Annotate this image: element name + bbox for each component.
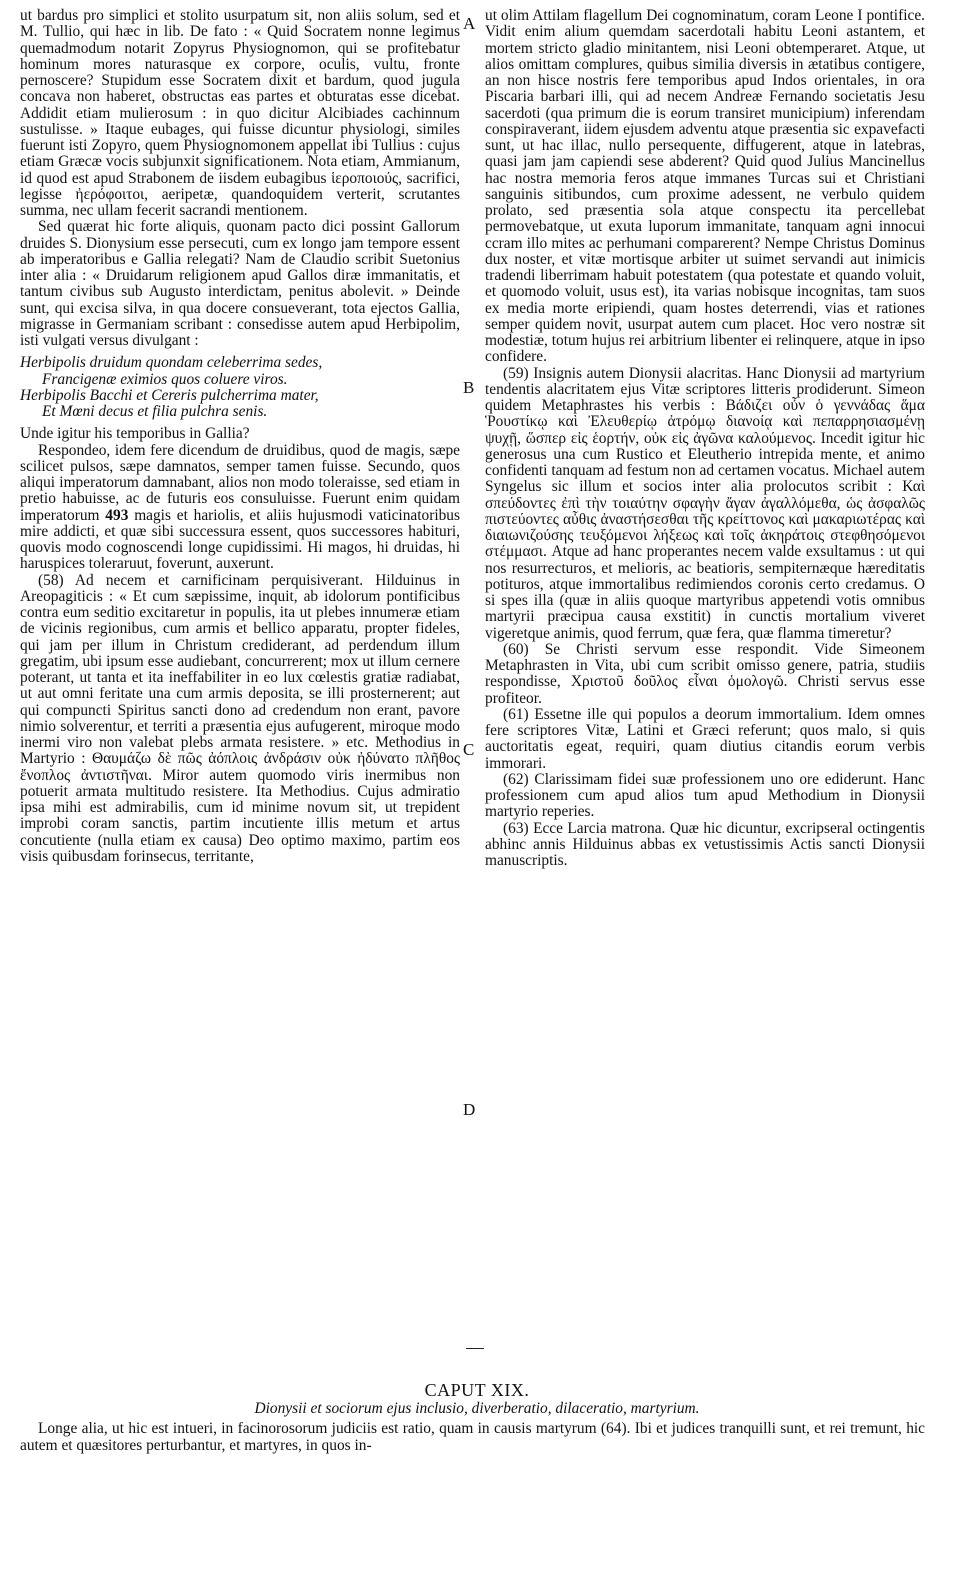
left-paragraph-3: Unde igitur his temporibus in Gallia?	[20, 425, 250, 443]
margin-marker-a: A	[463, 14, 476, 33]
note-59: (59) Insignis autem Dionysii alacritas. Hanc Dionysii ad martyrium tendentis alacritatem ejus Vitæ scriptores litteris prodiderunt. Simeon quidem Metaphrastes his verbis : Βάδιζει οὖν ὁ γεννάδας ἅμα Ῥουστίκῳ καὶ Ἐλευθερίῳ ἀτρόμῳ διανοίᾳ καὶ πεπαρρησιασμένῃ ψυχῇ, ὥσπερ εἰς ἑορτήν, οὐκ εἰς ἀγῶνα καλούμενος. Incedit igitur hic generosus una cum Rustico et Eleutherio intrepida mente, et animo confidenti tanquam ad festum non ad certamen vocatus. Michael autem Syngelus sic illum et socios inter alia prolocutos scribit : Καὶ σπεύδοντες ἐπὶ τὴν τοιαύτην σφαγὴν ἄγαν ἀγαλλόμεθα, ὡς ἀσφαλῶς πιστεύοντες αὖθις ἀναστήσεσθαι τῆς κρείττονος καὶ μακαριωτέρας καὶ διαιωνιζούσης τευξόμενοι λήξεως καὶ τοῖς ἀκηράτοις στεφθησόμενοι στέμμασι. Atque ad hanc properantes necem valde exsultamus : ut qui nos resurrecturos, et melioris, ac beatioris, sempiternæque hæreditatis potituros, atque immortalibus redimiendos coronis certo credamus. O si spes illa (quæ in aliis quoque martyribus appetendi votis omnibus martyrii præcipua causa exstitit) in cunctis mortalium viveret vigeretque animis, quod ferrum, quæ fera, quæ flamma timeretur?	[485, 364, 925, 642]
left-paragraph-4-cont: magis et hariolis, et aliis hujusmodi vaticinatoribus mire addicti, et quæ sibi successura essent, quos successores habituri, quovis modo cognoscendi longe cupidissimi. Hi magos, hi druidas, hi haruspices toleraruut, foverunt, auxerunt.	[20, 506, 460, 573]
note-60: (60) Se Christi servum esse respondit. Vide Simeonem Metaphrasten in Vita, ubi cum scribit omisso genere, patria, studiis respondisse, Χριστοῦ δοῦλος εἶναι ὁμολογῶ. Christi servus esse profiteor.	[485, 640, 925, 707]
left-paragraph-4-text: Respondeo, idem fere dicendum de druidibus, quod de magis, sæpe scilicet pulsos, sæpe damnatos, semper tamen fuisse. Secundo, quos aliqui imperatorum damnabant, alios non modo toleraisse, sed etiam in pretio habuisse, ac de futuris eos consuluisse. Fuerunt enim quidam imperatorum	[20, 441, 460, 524]
column-number: 493	[105, 506, 129, 524]
verse-line-1: Herbipolis druidum quondam celeberrima sedes,	[20, 354, 323, 372]
left-paragraph-4	[20, 443, 460, 573]
right-paragraph-1: ut olim Attilam flagellum Dei cognominatum, coram Leone I pontifice. Vidit enim alium quemdam sacerdotali habitu Leoni astantem, et mortem stricto gladio minitantem, nisi Leoni obtemperaret. Atque, ut alios omittam complures, quibus similia diversis in ætatibus contigere, an non hisce nostris fere temporibus apud Indos orientales, in ora Piscaria barbari illi, qui ad necem Andreæ Fernando societatis Jesu sacerdoti (qua primum die is eorum transiret municipium) inferendam conspiraverant, iidem ejusdem adventu atque præsentia sic expavefacti sunt, ut hac illac, nullo persequente, diffugerent, atque in latebras, quasi jam jam capiendi sese abderent? Quid quod Julius Mancinellus hac nostra memoria feros atque immanes Turcas sui et Christiani sanguinis sitibundos, cum proxime adessent, ne verbulo quidem prolato, sed præsentia sola atque conspectu ita percellebat permovebatque, ut exuta luporum immanitate, tanquam agni innocui ccram illo mites ac perhumani comparerent? Nempe Christus Dominus dux noster, et vitæ mortisque arbiter ut suimet servandi aut inimicis tradendi liberrimam habuit potestatem (qua potestate et quando voluit, et quomodo voluit, usus est), ita varias nobisque incognitas, tam suos ex media morte eripiendi, quam hostes deterrendi, vias et rationes semper quidem novit, usurpat autem cum placet. Hoc vero nostræ sit modestiæ, totum hujus rei arbitrium libenter ei relinquere, atque in ipso confidere.	[485, 7, 925, 366]
right-column	[485, 8, 925, 869]
chapter-body	[20, 1421, 925, 1454]
note-58: (58) Ad necem et carnificinam perquisiverant. Hilduinus in Areopagiticis : « Et cum sæpissime, inquit, ab idolorum pontificibus contra eum seditio excitaretur in populis, ita ut plebes innumeræ etiam de vicinis regionibus, cum armis et bellico apparatu, propter fideles, qui jam per illum in Christum crediderant, ad perdendum illum gregatim, ubi ipsum esse audiebant, concurrerent; mox ut illum cernere poterant, ut tanta et ita ineffabiliter in eo lux cœlestis gratiæ radiabat, ut aut omni feritate una cum armis deposita, se illi prosternerent; aut qui compuncti Spiritus sancti dono ad credendum non erant, pavore nimio solverentur, et territi a præsentia ejus aufugerent, miroque modo inermi viro non valebat plebs armata resistere. » etc. Methodius in Martyrio : Θαυμάζω δὲ πῶς ἀόπλοις ἀνδράσιν οὐκ ἠδύνατο πλῆθος ἔνοπλος ἀντιστῆναι. Miror autem quomodo viris inermibus non potuerit armata multitudo resistere. Ita Methodius. Cujus admiratio ipsa mihi est admirabilis, cum id minime novum sit, ut trepident improbi coram sanctis, partim incutiente illis metum et artus concutiente (nulla etiam ex causa) Deo optimo maximo, partim eos visis quibusdam forinsecus, territante,	[20, 571, 460, 865]
note-61: (61) Essetne ille qui populos a deorum immortalium. Idem omnes fere scriptores Vitæ, Latini et Græci referunt; quos malo, si quis auctoritatis egeat, requiri, quam diutius citandis eorum verbis immorari.	[485, 705, 925, 772]
note-62: (62) Clarissimam fidei suæ professionem uno ore ediderunt. Hanc professionem cum apud alios tum apud Methodium in Dionysii martyrio reperies.	[485, 770, 925, 821]
section-divider	[466, 1348, 484, 1349]
chapter-subtitle: Dionysii et sociorum ejus inclusio, diverberatio, dilaceratio, martyrium.	[254, 1400, 700, 1417]
note-63: (63) Ecce Larcia matrona. Quæ hic dicuntur, excripseral octingentis abhinc annis Hilduinus abbas ex vetustissimis Actis sancti Dionysii manuscriptis.	[485, 819, 925, 869]
left-column	[20, 8, 460, 865]
chapter-title: CAPUT XIX.	[424, 1380, 530, 1400]
chapter-body-text: Longe alia, ut hic est intueri, in facinorosorum judiciis est ratio, quam in causis martyrum (64). Ibi et judices tranquilli sunt, et rei tremunt, hic autem et quæsitores perturbantur, et martyres, in quos in-	[20, 1420, 925, 1454]
left-paragraph-1: ut bardus pro simplici et stolito usurpatum sit, non aliis solum, sed et M. Tullio, qui hæc in lib. De fato : « Quid Socratem nonne legimus quemadmodum notarit Zopyrus Physiognomon, qui se profitebatur hominum mores naturasque ex corpore, oculis, vultu, fronte pernoscere? Stupidum esse Socratem dixit et bardum, quod jugula concava non haberet, obstructas eas partes et obturatas esse dicebat. Addidit etiam mulierosum : in quo dicitur Alcibiades cachinnum sustulisse. » Itaque eubages, qui fuisse dicuntur physiologi, similes fuerunt isti Zopyro, quem Physiognomonem appellat ibi Tullius : cujus etiam Græcæ vocis subjunxit significationem. Nota etiam, Ammianum, id quod est apud Strabonem de iisdem eubagibus ἱεροποιούς, sacrifici, legisse ἠερόφοιτοι, aeripetæ, quandoquidem verterit, scrutantes summa, nec ullam fecerit sacrandi mentionem.	[20, 7, 460, 219]
margin-marker-c: C	[463, 740, 475, 759]
verse-line-2: Francigenæ eximios quos coluere viros.	[42, 370, 288, 388]
left-paragraph-2: Sed quærat hic forte aliquis, quonam pacto dici possint Gallorum druides S. Dionysium esse persecuti, cum ex longo jam tempore essent ab imperatoribus e Gallia relegati? Nam de Claudio scribit Suetonius inter alia : « Druidarum religionem apud Gallos diræ immanitatis, et tantum civibus sub Augusto interdictam, penitus abolevit. » Deinde sunt, qui excisa silva, in qua docere consueverant, tota ejectos Gallia, migrasse in Germaniam scribant : consedisse autem apud Herbipolim, isti vulgati versus divulgant :	[20, 218, 460, 349]
margin-marker-d: D	[463, 1100, 476, 1119]
margin-marker-b: B	[463, 378, 475, 397]
verse-block	[20, 355, 460, 420]
verse-line-4: Et Mœni decus et filia pulchra senis.	[42, 403, 268, 420]
verse-line-3: Herbipolis Bacchi et Cereris pulcherrima mater,	[20, 386, 319, 404]
